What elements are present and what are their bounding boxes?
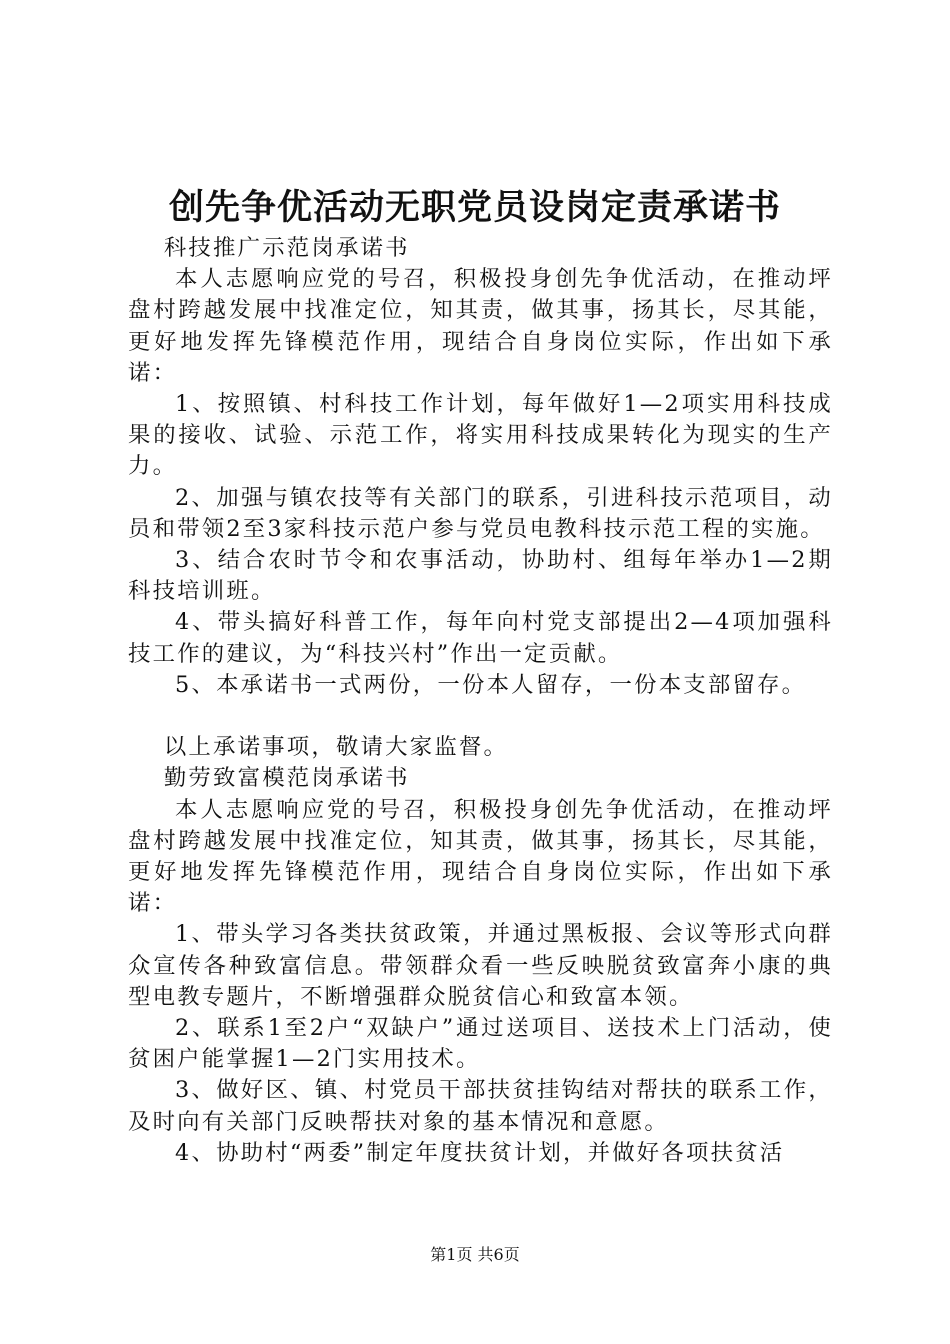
section-intro: 本人志愿响应党的号召，积极投身创先争优活动，在推动坪盘村跨越发展中找准定位，知其责，做其事，扬其长，尽其能，更好地发挥先锋模范作用，现结合自身岗位实际，作出如下承诺： [128,266,833,386]
commitment-item: 3、结合农时节令和农事活动，协助村、组每年举办1—2期科技培训班。 [128,547,833,605]
commitment-item: 3、做好区、镇、村党员干部扶贫挂钩结对帮扶的联系工作，及时向有关部门反映帮扶对象的基本情况和意愿。 [128,1077,833,1135]
document-body [128,233,833,1169]
commitment-item: 2、联系1至2户“双缺户”通过送项目、送技术上门活动，使贫困户能掌握1—2门实用技术。 [128,1015,833,1073]
section-heading: 科技推广示范岗承诺书 [163,235,410,261]
commitment-item: 1、按照镇、村科技工作计划，每年做好1—2项实用科技成果的接收、试验、示范工作，将实用科技成果转化为现实的生产力。 [128,391,833,480]
commitment-item: 2、加强与镇农技等有关部门的联系，引进科技示范项目，动员和带领2至3家科技示范户参与党员电教科技示范工程的实施。 [128,484,833,542]
section-heading: 勤劳致富模范岗承诺书 [163,765,410,792]
commitment-item: 4、协助村“两委”制定年度扶贫计划，并做好各项扶贫活 [175,1139,785,1166]
commitment-item: 5、本承诺书一式两份，一份本人留存，一份本支部留存。 [175,671,807,698]
section-intro: 本人志愿响应党的号召，积极投身创先争优活动，在推动坪盘村跨越发展中找准定位，知其责，做其事，扬其长，尽其能，更好地发挥先锋模范作用，现结合自身岗位实际，作出如下承诺： [128,796,833,917]
closing-statement: 以上承诺事项，敬请大家监督。 [163,734,509,761]
document-title: 创先争优活动无职党员设岗定责承诺书 [168,187,781,228]
commitment-item: 1、带头学习各类扶贫政策，并通过黑板报、会议等形式向群众宣传各种致富信息。带领群众看一些反映脱贫致富奔小康的典型电教专题片，不断增强群众脱贫信心和致富本领。 [128,921,833,1010]
commitment-item: 4、带头搞好科普工作，每年向村党支部提出2—4项加强科技工作的建议，为“科技兴村”作出一定贡献。 [128,609,833,667]
page-number: 第1页 共6页 [430,1245,520,1264]
